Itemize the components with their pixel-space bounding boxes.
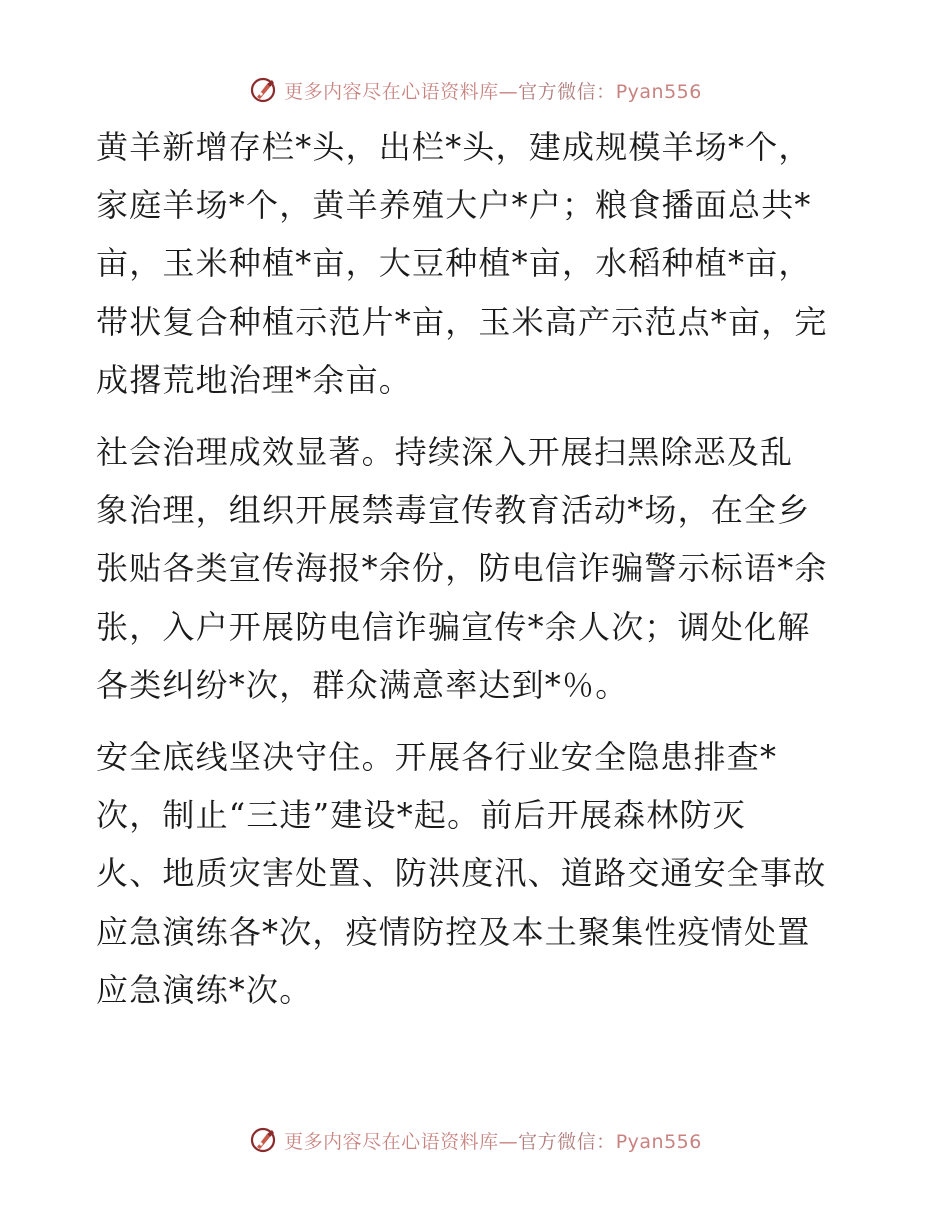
paragraph-social-governance: 社会治理成效显著。持续深入开展扫黑除恶及乱 象治理，组织开展禁毒宣传教育活动*场，在全乡 张贴各类宣传海报*余份，防电信诈骗警示标语*余 张，入户开展防电信诈骗宣传*余人次；调处化解 各类纠纷*次，群众满意率达到*％。 bbox=[96, 433, 828, 704]
header-watermark bbox=[0, 70, 950, 110]
watermark-brand: 更多内容尽在心语资料库 bbox=[284, 1130, 499, 1153]
watermark-brand: 更多内容尽在心语资料库 bbox=[284, 80, 499, 103]
pen-nib-circle-icon bbox=[248, 75, 278, 105]
watermark-text bbox=[284, 77, 702, 104]
watermark-handle: Pyan556 bbox=[615, 80, 702, 103]
paragraph-safety: 安全底线坚决守住。开展各行业安全隐患排查* 次，制止“三违”建设*起。前后开展森林防灭 火、地质灾害处置、防洪度汛、道路交通安全事故 应急演练各*次，疫情防控及本土聚集性疫情处置 应急演练*次。 bbox=[96, 738, 827, 1009]
pen-nib-circle-icon bbox=[248, 1125, 278, 1155]
watermark-label: 官方微信： bbox=[518, 80, 616, 103]
watermark-label: 官方微信： bbox=[518, 1130, 616, 1153]
watermark-separator: — bbox=[498, 1130, 519, 1153]
watermark-text bbox=[284, 1127, 702, 1154]
document-body bbox=[96, 118, 856, 1019]
watermark-separator: — bbox=[498, 80, 519, 103]
watermark-handle: Pyan556 bbox=[615, 1130, 702, 1153]
footer-watermark bbox=[0, 1120, 950, 1160]
paragraph-agriculture: 黄羊新增存栏*头，出栏*头，建成规模羊场*个， 家庭羊场*个，黄羊养殖大户*户；粮食播面总共* 亩，玉米种植*亩，大豆种植*亩，水稻种植*亩， 带状复合种植示范片*亩，玉米高产示范点*亩，完 成撂荒地治理*余亩。 bbox=[96, 128, 828, 399]
